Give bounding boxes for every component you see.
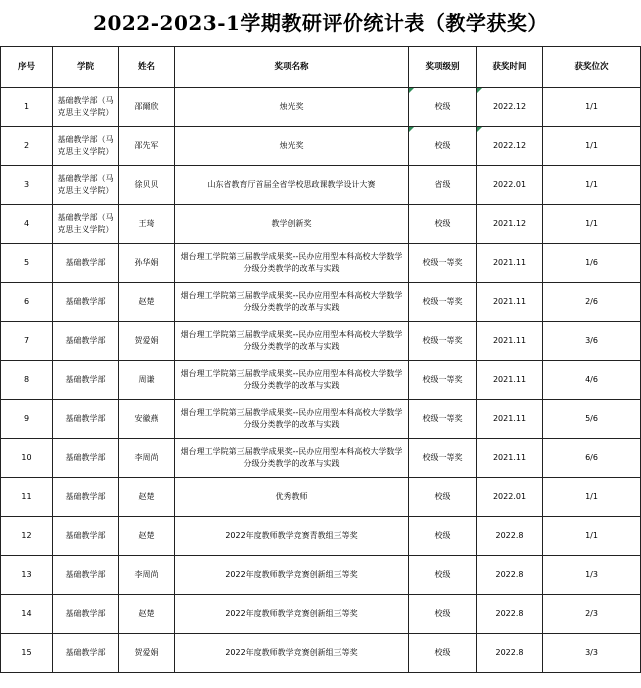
- header-college: 学院: [53, 47, 119, 88]
- award-name-cell: 山东省教育厅首届全省学校思政课教学设计大赛: [175, 166, 409, 205]
- name-cell: 邵爾欣: [119, 88, 175, 127]
- table-row: [1, 205, 641, 244]
- award-name-cell: 2022年度教师教学竞赛创新组三等奖: [175, 634, 409, 673]
- header-name: 姓名: [119, 47, 175, 88]
- award-time-cell: 2022.8: [477, 517, 543, 556]
- college-cell: 基础教学部: [53, 361, 119, 400]
- row-number: 13: [1, 556, 53, 595]
- table-row: [1, 244, 641, 283]
- header-no: 序号: [1, 47, 53, 88]
- name-cell: 孙华娟: [119, 244, 175, 283]
- award-name-cell: 烛光奖: [175, 88, 409, 127]
- award-rank-cell: 1/1: [543, 88, 641, 127]
- header-row: [1, 47, 641, 88]
- college-cell: 基础教学部（马克思主义学院）: [53, 205, 119, 244]
- row-number: 10: [1, 439, 53, 478]
- award-time-cell: 2022.8: [477, 595, 543, 634]
- award-name-cell: 优秀教师: [175, 478, 409, 517]
- table-row: [1, 322, 641, 361]
- name-cell: 徐贝贝: [119, 166, 175, 205]
- table-row: [1, 439, 641, 478]
- award-time-cell: 2021.11: [477, 361, 543, 400]
- award-rank-cell: 3/3: [543, 634, 641, 673]
- award-rank-cell: 1/1: [543, 478, 641, 517]
- award-table: [0, 46, 641, 673]
- award-time-cell: 2022.8: [477, 634, 543, 673]
- row-number: 6: [1, 283, 53, 322]
- row-number: 14: [1, 595, 53, 634]
- award-rank-cell: 3/6: [543, 322, 641, 361]
- award-rank-cell: 1/1: [543, 517, 641, 556]
- table-row: [1, 127, 641, 166]
- header-award: 奖项名称: [175, 47, 409, 88]
- name-cell: 赵楚: [119, 595, 175, 634]
- table-row: [1, 634, 641, 673]
- table-row: [1, 400, 641, 439]
- award-level-cell: 校级: [409, 634, 477, 673]
- award-name-cell: 烟台理工学院第三届教学成果奖--民办应用型本科高校大学数学分级分类教学的改革与实践: [175, 400, 409, 439]
- award-time-cell: 2021.11: [477, 439, 543, 478]
- name-cell: 李周尚: [119, 556, 175, 595]
- table-row: [1, 556, 641, 595]
- award-rank-cell: 6/6: [543, 439, 641, 478]
- header-time: 获奖时间: [477, 47, 543, 88]
- award-rank-cell: 5/6: [543, 400, 641, 439]
- college-cell: 基础教学部（马克思主义学院）: [53, 127, 119, 166]
- college-cell: 基础教学部: [53, 439, 119, 478]
- row-number: 11: [1, 478, 53, 517]
- table-row: [1, 478, 641, 517]
- award-rank-cell: 4/6: [543, 361, 641, 400]
- table-row: [1, 166, 641, 205]
- college-cell: 基础教学部: [53, 400, 119, 439]
- college-cell: 基础教学部: [53, 322, 119, 361]
- row-number: 8: [1, 361, 53, 400]
- row-number: 7: [1, 322, 53, 361]
- college-cell: 基础教学部: [53, 478, 119, 517]
- award-rank-cell: 1/1: [543, 205, 641, 244]
- college-cell: 基础教学部（马克思主义学院）: [53, 88, 119, 127]
- name-cell: 王琦: [119, 205, 175, 244]
- table-row: [1, 517, 641, 556]
- table-row: [1, 88, 641, 127]
- name-cell: 周谦: [119, 361, 175, 400]
- award-rank-cell: 1/1: [543, 166, 641, 205]
- award-time-cell: 2021.11: [477, 322, 543, 361]
- award-level-cell: 校级: [409, 478, 477, 517]
- award-time-cell: 2021.11: [477, 283, 543, 322]
- award-level-cell: 校级一等奖: [409, 400, 477, 439]
- award-level-cell: 校级一等奖: [409, 361, 477, 400]
- award-name-cell: 2022年度教师教学竞赛创新组三等奖: [175, 595, 409, 634]
- award-rank-cell: 2/3: [543, 595, 641, 634]
- award-time-cell: 2022.01: [477, 478, 543, 517]
- college-cell: 基础教学部: [53, 595, 119, 634]
- name-cell: 贺爱娟: [119, 322, 175, 361]
- row-number: 5: [1, 244, 53, 283]
- award-level-cell: 省级: [409, 166, 477, 205]
- table-row: [1, 283, 641, 322]
- award-level-cell: 校级一等奖: [409, 439, 477, 478]
- table-row: [1, 595, 641, 634]
- name-cell: 邵先军: [119, 127, 175, 166]
- row-number: 15: [1, 634, 53, 673]
- name-cell: 赵楚: [119, 478, 175, 517]
- row-number: 9: [1, 400, 53, 439]
- row-number: 3: [1, 166, 53, 205]
- page-title: 2022-2023-1学期教研评价统计表（教学获奖）: [93, 11, 548, 35]
- award-time-cell: 2021.11: [477, 400, 543, 439]
- header-level: 奖项级别: [409, 47, 477, 88]
- award-name-cell: 烟台理工学院第三届教学成果奖--民办应用型本科高校大学数学分级分类教学的改革与实践: [175, 322, 409, 361]
- award-level-cell: 校级: [409, 556, 477, 595]
- award-level-cell: 校级一等奖: [409, 244, 477, 283]
- award-name-cell: 烟台理工学院第三届教学成果奖--民办应用型本科高校大学数学分级分类教学的改革与实践: [175, 283, 409, 322]
- award-time-cell: 2021.11: [477, 244, 543, 283]
- college-cell: 基础教学部: [53, 283, 119, 322]
- award-level-cell: 校级: [409, 517, 477, 556]
- header-rank: 获奖位次: [543, 47, 641, 88]
- row-number: 12: [1, 517, 53, 556]
- college-cell: 基础教学部: [53, 634, 119, 673]
- award-level-cell: 校级: [409, 127, 477, 166]
- award-rank-cell: 1/1: [543, 127, 641, 166]
- award-level-cell: 校级一等奖: [409, 322, 477, 361]
- award-level-cell: 校级: [409, 88, 477, 127]
- award-level-cell: 校级: [409, 205, 477, 244]
- award-name-cell: 烟台理工学院第三届教学成果奖--民办应用型本科高校大学数学分级分类教学的改革与实践: [175, 361, 409, 400]
- award-time-cell: 2022.12: [477, 127, 543, 166]
- college-cell: 基础教学部: [53, 244, 119, 283]
- award-name-cell: 教学创新奖: [175, 205, 409, 244]
- award-time-cell: 2022.12: [477, 88, 543, 127]
- award-name-cell: 2022年度教师教学竞赛青教组三等奖: [175, 517, 409, 556]
- college-cell: 基础教学部（马克思主义学院）: [53, 166, 119, 205]
- award-level-cell: 校级一等奖: [409, 283, 477, 322]
- row-number: 4: [1, 205, 53, 244]
- college-cell: 基础教学部: [53, 556, 119, 595]
- award-time-cell: 2022.01: [477, 166, 543, 205]
- award-rank-cell: 1/3: [543, 556, 641, 595]
- award-rank-cell: 1/6: [543, 244, 641, 283]
- award-time-cell: 2022.8: [477, 556, 543, 595]
- award-rank-cell: 2/6: [543, 283, 641, 322]
- row-number: 2: [1, 127, 53, 166]
- row-number: 1: [1, 88, 53, 127]
- award-name-cell: 烟台理工学院第三届教学成果奖--民办应用型本科高校大学数学分级分类教学的改革与实践: [175, 439, 409, 478]
- award-name-cell: 烛光奖: [175, 127, 409, 166]
- college-cell: 基础教学部: [53, 517, 119, 556]
- award-name-cell: 烟台理工学院第三届教学成果奖--民办应用型本科高校大学数学分级分类教学的改革与实践: [175, 244, 409, 283]
- table-row: [1, 361, 641, 400]
- name-cell: 贺爱娟: [119, 634, 175, 673]
- name-cell: 赵楚: [119, 517, 175, 556]
- award-time-cell: 2021.12: [477, 205, 543, 244]
- name-cell: 安徽燕: [119, 400, 175, 439]
- name-cell: 赵楚: [119, 283, 175, 322]
- award-name-cell: 2022年度教师教学竞赛创新组三等奖: [175, 556, 409, 595]
- name-cell: 李周尚: [119, 439, 175, 478]
- award-level-cell: 校级: [409, 595, 477, 634]
